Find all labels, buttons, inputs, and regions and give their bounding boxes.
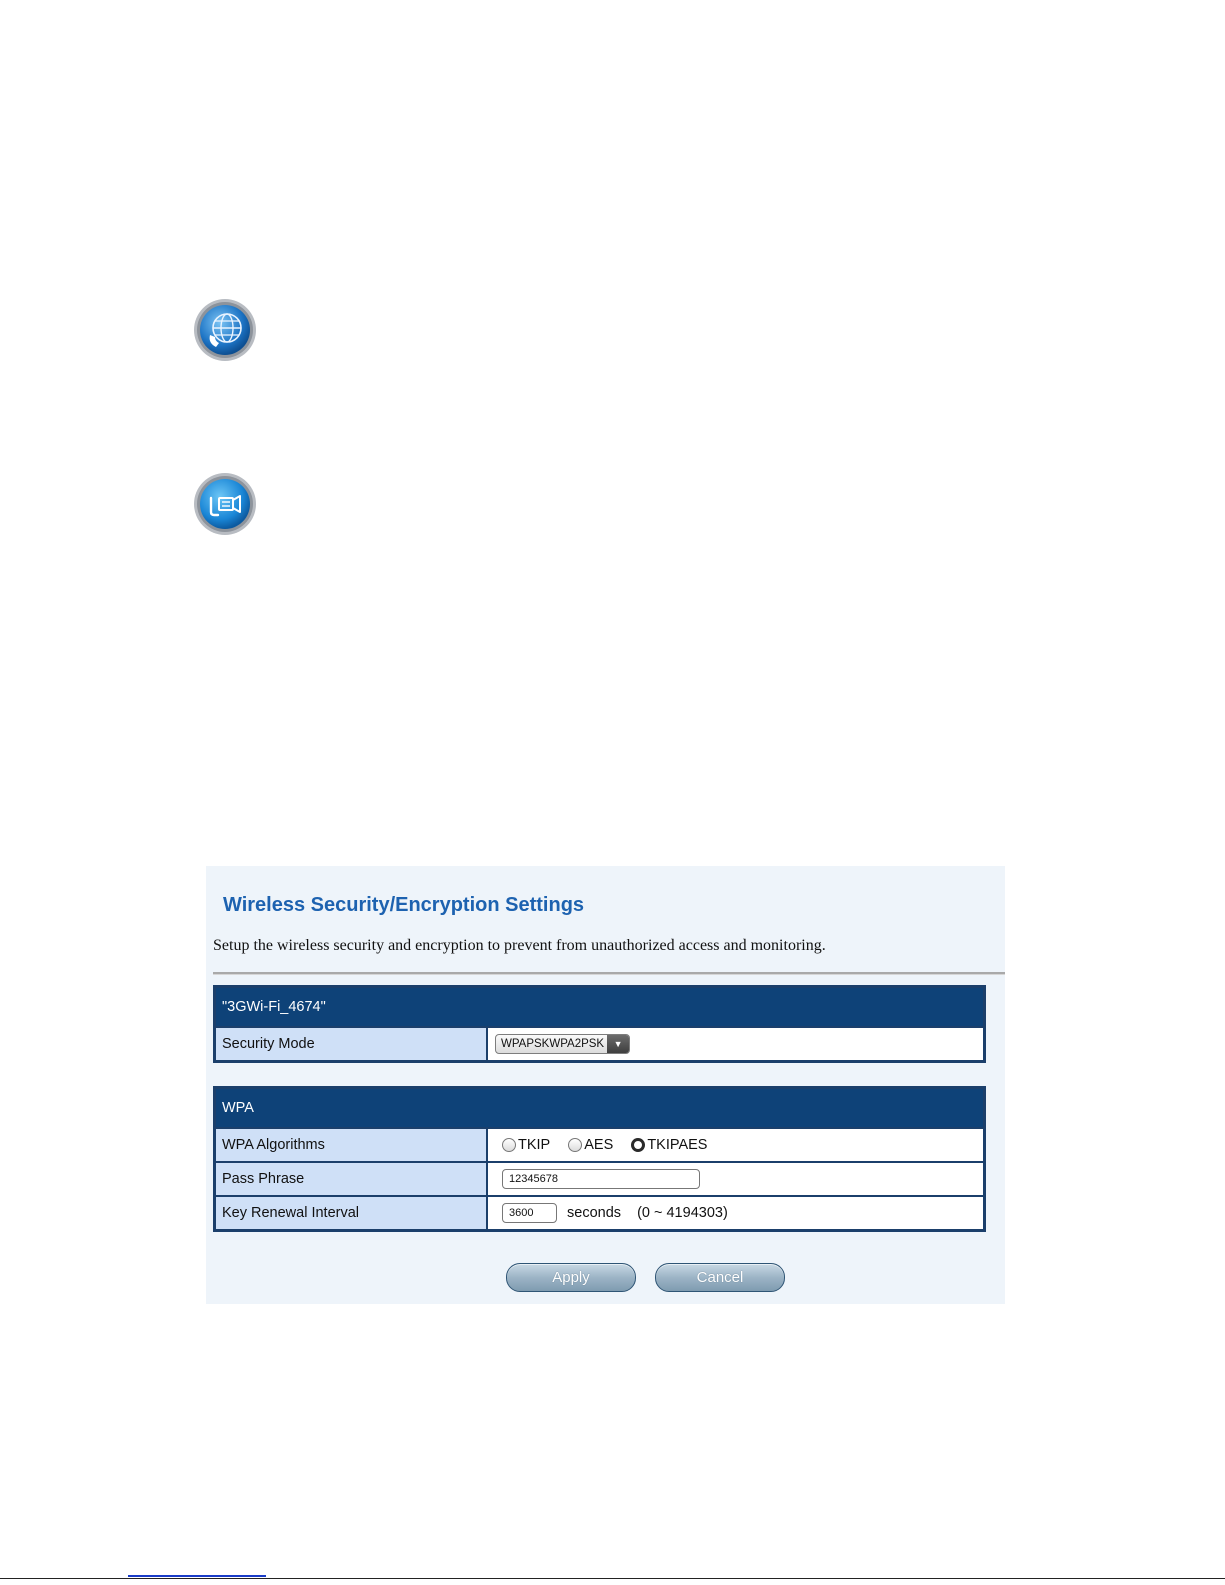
radio-button-icon[interactable]	[568, 1138, 582, 1152]
apply-button[interactable]: Apply	[506, 1263, 636, 1292]
table-row	[215, 1128, 985, 1162]
radio-button-selected-icon[interactable]	[631, 1138, 645, 1152]
footnote-link-underline	[128, 1575, 266, 1577]
ssid-settings-table	[213, 985, 986, 1063]
key-renewal-input[interactable]	[502, 1203, 557, 1223]
key-renewal-label: Key Renewal Interval	[215, 1196, 488, 1231]
table-row	[215, 1196, 985, 1231]
pass-phrase-label: Pass Phrase	[215, 1162, 488, 1196]
speaker-icon	[192, 471, 258, 537]
divider	[213, 972, 1005, 975]
page-description: Setup the wireless security and encryption to prevent from unauthorized access and monitoring.	[213, 937, 826, 954]
key-renewal-unit: seconds	[567, 1204, 622, 1221]
ssid-header: "3GWi-Fi_4674"	[215, 987, 985, 1028]
chevron-down-icon: ▼	[607, 1035, 629, 1053]
wpa-settings-table	[213, 1086, 986, 1232]
security-mode-select[interactable]	[495, 1034, 630, 1054]
pass-phrase-input[interactable]	[502, 1169, 700, 1189]
cancel-button[interactable]: Cancel	[655, 1263, 785, 1292]
wpa-header: WPA	[215, 1088, 985, 1129]
security-mode-cell	[487, 1027, 985, 1062]
page-title: Wireless Security/Encryption Settings	[223, 894, 585, 916]
wpa-algorithms-label: WPA Algorithms	[215, 1128, 488, 1162]
table-row	[215, 1027, 985, 1062]
pass-phrase-cell	[487, 1162, 985, 1196]
key-renewal-cell	[487, 1196, 985, 1231]
wireless-security-panel	[206, 866, 1005, 1304]
radio-tkip-label: TKIP	[518, 1137, 551, 1154]
key-renewal-range: (0 ~ 4194303)	[637, 1204, 728, 1221]
table-row	[215, 1162, 985, 1196]
radio-tkip[interactable]	[502, 1137, 550, 1153]
security-mode-label: Security Mode	[215, 1027, 488, 1062]
footer-divider	[0, 1578, 1225, 1579]
radio-aes[interactable]	[568, 1137, 613, 1153]
radio-tkipaes-label: TKIPAES	[647, 1137, 708, 1154]
security-mode-value: WPAPSKWPA2PSK	[501, 1038, 605, 1050]
radio-tkipaes[interactable]	[631, 1137, 707, 1153]
wpa-algorithms-cell	[487, 1128, 985, 1162]
radio-aes-label: AES	[584, 1137, 614, 1154]
phone-globe-icon	[192, 297, 258, 363]
radio-button-icon[interactable]	[502, 1138, 516, 1152]
